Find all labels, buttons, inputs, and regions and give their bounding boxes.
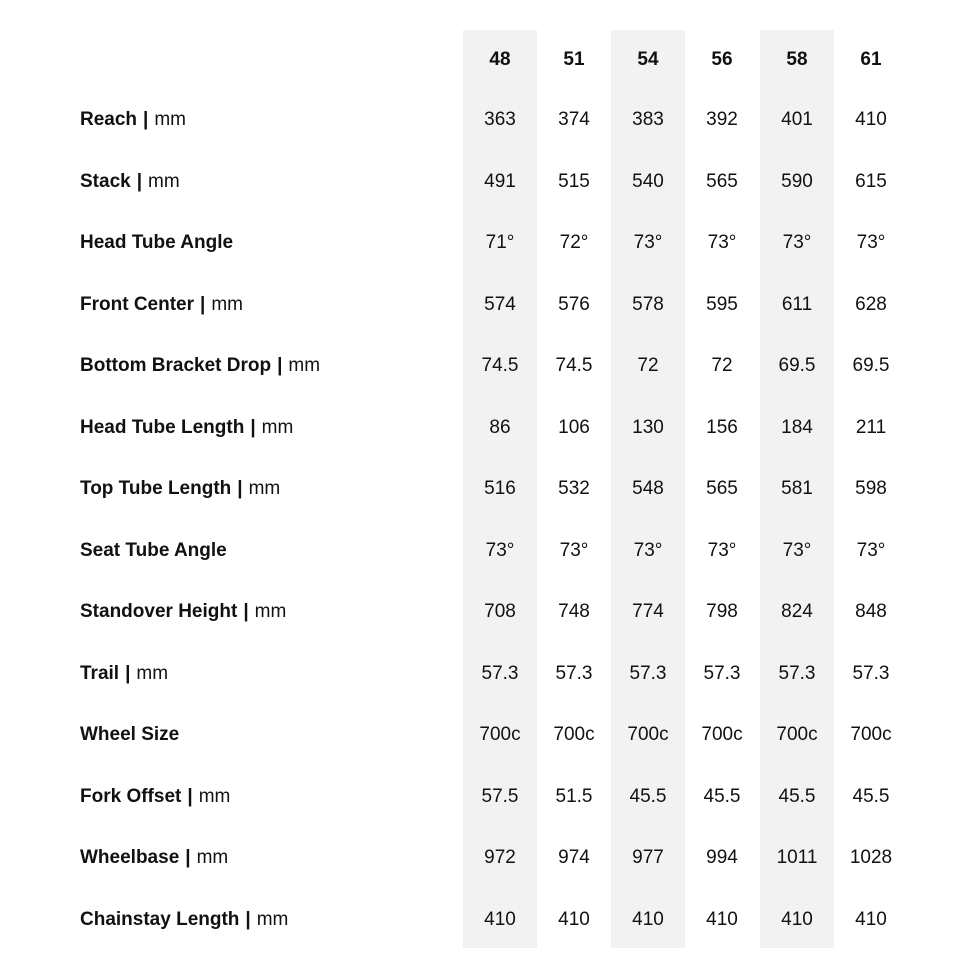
- size-header: 51: [563, 49, 585, 70]
- row-label-name: Seat Tube Angle: [80, 539, 227, 561]
- row-label-name: Bottom Bracket Drop: [80, 355, 272, 376]
- row-label: [80, 838, 228, 878]
- table-row: [0, 592, 980, 632]
- table-cell: 401: [781, 109, 813, 130]
- table-cell: 86: [489, 416, 511, 438]
- table-cell: 700c: [553, 724, 595, 745]
- table-cell: 565: [706, 170, 738, 192]
- row-label-unit: mm: [136, 662, 169, 684]
- unit-separator: |: [243, 601, 249, 622]
- table-cell: 491: [484, 170, 516, 192]
- table-cell: 69.5: [778, 355, 816, 376]
- row-label-name: Standover Height: [80, 601, 238, 622]
- table-cell: 184: [781, 416, 813, 438]
- table-cell: 598: [855, 478, 887, 499]
- table-cell: 45.5: [852, 785, 890, 807]
- table-cell: 611: [781, 293, 813, 315]
- row-label-unit: mm: [248, 478, 281, 499]
- table-row: [0, 469, 980, 509]
- row-label-unit: mm: [211, 293, 243, 315]
- table-row: [0, 777, 980, 817]
- table-cell: 72°: [559, 232, 589, 253]
- table-cell: 45.5: [629, 785, 667, 807]
- table-cell: 1011: [776, 847, 818, 868]
- table-cell: 363: [484, 109, 516, 130]
- row-label-name: Head Tube Length: [80, 416, 245, 438]
- row-label-unit: mm: [198, 785, 231, 807]
- unit-separator: |: [125, 662, 131, 684]
- table-row: [0, 408, 980, 448]
- table-cell: 516: [484, 478, 516, 499]
- table-cell: 374: [558, 109, 590, 130]
- size-header: 61: [860, 49, 882, 70]
- table-row: [0, 285, 980, 325]
- table-cell: 590: [781, 170, 813, 192]
- table-cell: 774: [632, 601, 664, 622]
- row-label-name: Wheel Size: [80, 724, 180, 745]
- unit-separator: |: [200, 293, 206, 315]
- table-row: [0, 531, 980, 571]
- row-label-name: Stack: [80, 170, 131, 192]
- table-row: [0, 100, 980, 140]
- table-cell: 71°: [485, 232, 515, 253]
- row-label-unit: mm: [288, 355, 321, 376]
- table-cell: 72: [711, 355, 733, 376]
- row-label: [80, 285, 243, 325]
- table-cell: 700c: [776, 724, 818, 745]
- table-cell: 565: [706, 478, 738, 499]
- size-header: 48: [489, 49, 511, 70]
- table-cell: 994: [706, 847, 738, 868]
- table-cell: 73°: [633, 539, 663, 561]
- table-cell: 130: [632, 416, 664, 438]
- table-row: [0, 346, 980, 386]
- table-cell: 45.5: [778, 785, 816, 807]
- size-header: 54: [637, 49, 659, 70]
- table-cell: 615: [855, 170, 887, 192]
- table-cell: 57.3: [629, 662, 667, 684]
- table-cell: 974: [558, 847, 590, 868]
- table-row: [0, 223, 980, 263]
- row-label-unit: mm: [148, 170, 180, 192]
- table-cell: 73°: [707, 232, 737, 253]
- table-cell: 73°: [633, 232, 663, 253]
- table-cell: 540: [632, 170, 664, 192]
- unit-separator: |: [187, 785, 193, 807]
- row-label: [80, 900, 288, 940]
- table-cell: 700c: [701, 724, 743, 745]
- table-cell: 410: [558, 908, 590, 930]
- table-cell: 515: [558, 170, 590, 192]
- table-cell: 700c: [479, 724, 521, 745]
- row-label: [80, 777, 230, 817]
- table-cell: 410: [706, 908, 738, 930]
- table-cell: 595: [706, 293, 738, 315]
- table-cell: 392: [706, 109, 738, 130]
- row-label: [80, 715, 179, 755]
- unit-separator: |: [277, 355, 283, 376]
- table-cell: 700c: [850, 724, 892, 745]
- table-cell: 532: [558, 478, 590, 499]
- table-cell: 578: [632, 293, 664, 315]
- table-cell: 972: [484, 847, 516, 868]
- table-cell: 57.3: [555, 662, 593, 684]
- table-cell: 581: [781, 478, 813, 499]
- row-label-unit: mm: [196, 847, 229, 868]
- table-cell: 211: [855, 416, 887, 438]
- row-label: [80, 223, 233, 263]
- table-cell: 748: [558, 601, 590, 622]
- table-cell: 73°: [707, 539, 737, 561]
- table-cell: 73°: [485, 539, 515, 561]
- row-label-unit: mm: [256, 908, 289, 930]
- table-cell: 57.3: [778, 662, 816, 684]
- table-cell: 73°: [782, 539, 812, 561]
- table-row: [0, 715, 980, 755]
- row-label-unit: mm: [254, 601, 287, 622]
- row-label: [80, 162, 180, 202]
- table-cell: 410: [632, 908, 664, 930]
- unit-separator: |: [136, 170, 143, 192]
- row-label-name: Chainstay Length: [80, 908, 240, 930]
- row-label: [80, 346, 320, 386]
- table-cell: 977: [632, 847, 664, 868]
- table-cell: 57.3: [852, 662, 890, 684]
- row-label: [80, 531, 227, 571]
- table-row: [0, 838, 980, 878]
- table-cell: 57.5: [481, 785, 519, 807]
- row-label-name: Trail: [80, 662, 120, 684]
- table-cell: 574: [484, 293, 516, 315]
- table-row: [0, 162, 980, 202]
- table-cell: 383: [632, 109, 664, 130]
- unit-separator: |: [143, 109, 149, 130]
- table-cell: 848: [855, 601, 887, 622]
- table-cell: 57.3: [703, 662, 741, 684]
- table-cell: 548: [632, 478, 664, 499]
- row-label-name: Reach: [80, 109, 138, 130]
- size-header: 58: [786, 49, 808, 70]
- table-cell: 73°: [782, 232, 812, 253]
- table-cell: 1028: [849, 847, 893, 868]
- row-label-name: Fork Offset: [80, 785, 182, 807]
- table-cell: 156: [706, 416, 738, 438]
- row-label-name: Front Center: [80, 293, 194, 315]
- table-cell: 700c: [627, 724, 669, 745]
- table-cell: 72: [637, 355, 659, 376]
- table-cell: 410: [855, 109, 887, 130]
- table-cell: 57.3: [481, 662, 519, 684]
- table-cell: 410: [484, 908, 516, 930]
- table-cell: 708: [484, 601, 516, 622]
- unit-separator: |: [250, 416, 256, 438]
- table-cell: 73°: [559, 539, 589, 561]
- row-label-unit: mm: [154, 109, 187, 130]
- unit-separator: |: [237, 478, 243, 499]
- table-cell: 74.5: [481, 355, 519, 376]
- table-cell: 69.5: [852, 355, 890, 376]
- row-label-name: Head Tube Angle: [80, 232, 234, 253]
- row-label: [80, 469, 280, 509]
- unit-separator: |: [185, 847, 191, 868]
- table-cell: 106: [558, 416, 590, 438]
- row-label-name: Top Tube Length: [80, 478, 232, 499]
- row-label: [80, 408, 293, 448]
- table-row: [0, 900, 980, 940]
- table-cell: 628: [855, 293, 887, 315]
- table-cell: 73°: [856, 232, 886, 253]
- table-cell: 576: [558, 293, 590, 315]
- table-cell: 51.5: [555, 785, 593, 807]
- table-cell: 45.5: [703, 785, 741, 807]
- size-header: 56: [711, 49, 733, 70]
- table-cell: 410: [781, 908, 813, 930]
- row-label: [80, 100, 186, 140]
- unit-separator: |: [245, 908, 251, 930]
- table-cell: 73°: [856, 539, 886, 561]
- table-cell: 798: [706, 601, 738, 622]
- table-row: [0, 654, 980, 694]
- row-label-name: Wheelbase: [80, 847, 180, 868]
- row-label: [80, 592, 286, 632]
- row-label-unit: mm: [261, 416, 294, 438]
- table-cell: 74.5: [555, 355, 593, 376]
- row-label: [80, 654, 168, 694]
- table-cell: 410: [855, 908, 887, 930]
- table-cell: 824: [781, 601, 813, 622]
